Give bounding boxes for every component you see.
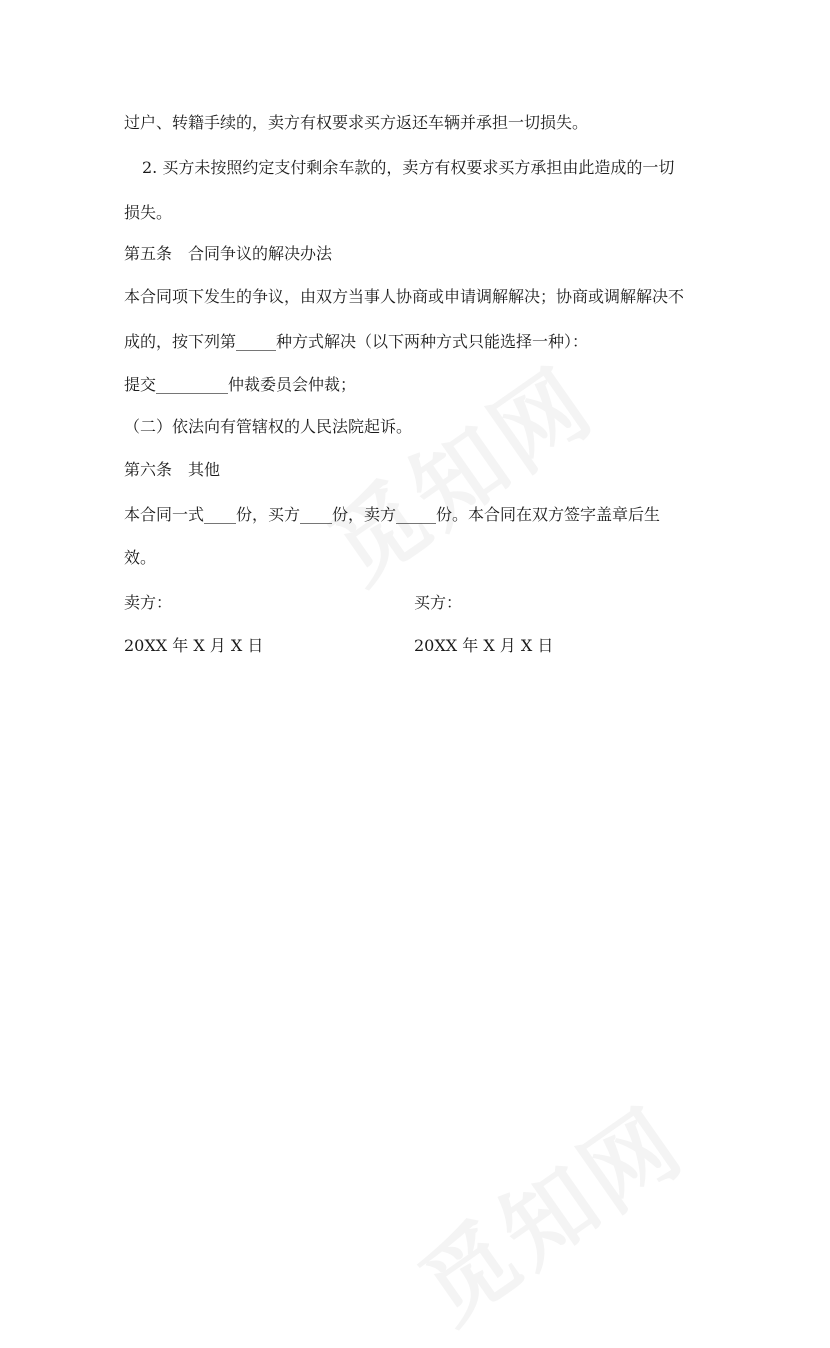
- buyer-date: 20XX 年 X 月 X 日: [414, 636, 554, 655]
- watermark: [390, 1071, 707, 1348]
- paragraph-line: 提交_________仲裁委员会仲裁；: [124, 375, 357, 394]
- buyer-label: 买方：: [414, 593, 463, 612]
- paragraph-line: 效。: [124, 548, 157, 567]
- seller-date: 20XX 年 X 月 X 日: [124, 636, 264, 655]
- paragraph-line: 过户、转籍手续的，卖方有权要求买方返还车辆并承担一切损失。: [124, 113, 589, 132]
- paragraph-line: 成的，按下列第_____种方式解决（以下两种方式只能选择一种）：: [124, 332, 589, 351]
- paragraph-line: （二）依法向有管辖权的人民法院起诉。: [124, 417, 413, 436]
- section-heading: 第五条 合同争议的解决办法: [124, 244, 333, 263]
- section-heading: 第六条 其他: [124, 460, 221, 479]
- paragraph-line: 本合同一式____份，买方____份，卖方_____份。本合同在双方签字盖章后生: [124, 505, 661, 524]
- watermark: [300, 331, 617, 608]
- seller-label: 卖方：: [124, 593, 173, 612]
- paragraph-line: 本合同项下发生的争议，由双方当事人协商或申请调解解决；协商或调解解决不: [124, 287, 685, 306]
- paragraph-line: 损失。: [124, 203, 173, 222]
- paragraph-line: 2. 买方未按照约定支付剩余车款的，卖方有权要求买方承担由此造成的一切: [142, 158, 675, 177]
